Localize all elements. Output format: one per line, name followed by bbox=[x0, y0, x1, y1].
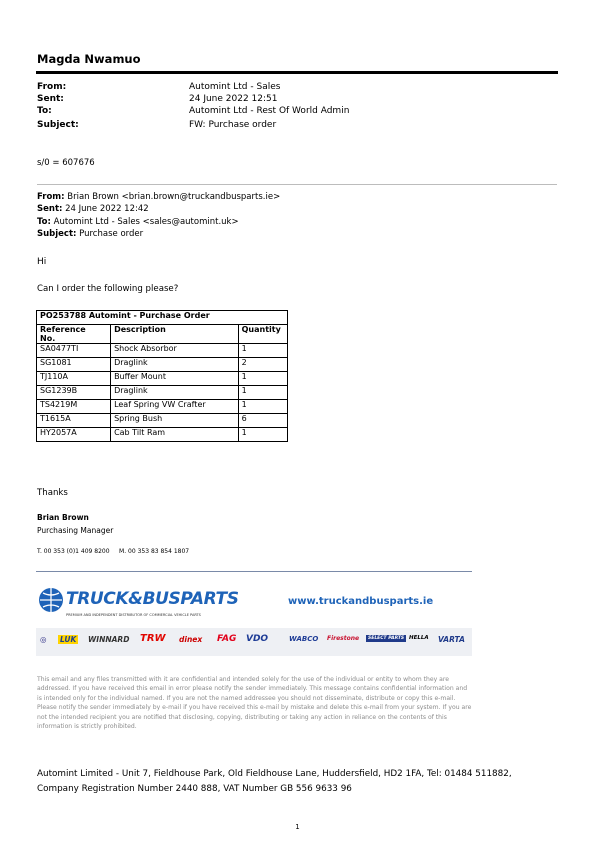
email-to-label: To: bbox=[37, 106, 52, 116]
email-sent-label: Sent: bbox=[37, 94, 64, 104]
po-cell-ref: T1615A bbox=[37, 414, 111, 428]
po-cell-qty: 1 bbox=[238, 400, 287, 414]
po-cell-ref: SG1239B bbox=[37, 386, 111, 400]
po-title-row bbox=[37, 311, 288, 325]
po-header-reference-line1: Reference bbox=[40, 325, 86, 334]
table-row bbox=[37, 372, 288, 386]
email-to-value: Automint Ltd - Rest Of World Admin bbox=[189, 106, 350, 116]
request-line: Can I order the following please? bbox=[37, 284, 179, 294]
partner-logo: VDO bbox=[246, 634, 269, 644]
brand-name: TRUCK&BUSPARTS bbox=[66, 589, 239, 609]
fwd-to-value: Automint Ltd - Sales <sales@automint.uk> bbox=[53, 217, 239, 227]
fwd-sent-label: Sent: bbox=[37, 204, 63, 214]
brand-tagline: PREMIUM AND INDEPENDENT DISTRIBUTOR OF COMMERCIAL VEHICLE PARTS bbox=[66, 613, 201, 617]
fwd-subject-label: Subject: bbox=[37, 229, 77, 239]
po-cell-ref: SA0477TI bbox=[37, 344, 111, 358]
partner-logo: ◎ bbox=[40, 635, 47, 644]
po-cell-qty: 2 bbox=[238, 358, 287, 372]
email-subject-value: FW: Purchase order bbox=[189, 120, 277, 130]
po-cell-desc: Cab Tilt Ram bbox=[111, 428, 239, 442]
brand-website: www.truckandbusparts.ie bbox=[288, 596, 434, 607]
po-cell-qty: 1 bbox=[238, 372, 287, 386]
po-header-quantity: Quantity bbox=[238, 325, 287, 344]
po-cell-desc: Spring Bush bbox=[111, 414, 239, 428]
thanks-line: Thanks bbox=[37, 488, 68, 498]
email-from-label: From: bbox=[37, 82, 67, 92]
po-cell-ref: HY2057A bbox=[37, 428, 111, 442]
partner-logos-strip bbox=[36, 628, 472, 656]
email-from-row bbox=[37, 82, 557, 94]
partner-logo: Firestone bbox=[327, 635, 360, 642]
footer-line-1: Automint Limited - Unit 7, Fieldhouse Park, Old Fieldhouse Lane, Huddersfield, HD2 1FA, Tel: 01484 511882, bbox=[37, 769, 512, 779]
signature-title: Purchasing Manager bbox=[37, 526, 114, 535]
footer-line-2: Company Registration Number 2440 888, VAT Number GB 556 9633 96 bbox=[37, 784, 352, 794]
fwd-sent-line bbox=[37, 204, 149, 214]
brand-logo bbox=[36, 580, 239, 620]
order-reference: s/0 = 607676 bbox=[37, 158, 95, 168]
po-header-description: Description bbox=[111, 325, 239, 344]
company-footer bbox=[37, 767, 557, 797]
partner-logo: LUK bbox=[60, 635, 77, 644]
fwd-to-line bbox=[37, 217, 239, 227]
email-sent-value: 24 June 2022 12:51 bbox=[189, 94, 278, 104]
sender-name: Magda Nwamuo bbox=[37, 52, 141, 66]
fwd-subject-value: Purchase order bbox=[79, 229, 144, 239]
partner-logo: dinex bbox=[179, 635, 203, 644]
partner-logo: VARTA bbox=[438, 635, 465, 644]
page-number: 1 bbox=[295, 823, 300, 831]
po-cell-ref: TS4219M bbox=[37, 400, 111, 414]
signature-phones: T. 00 353 (0)1 409 8200 M. 00 353 83 854 1807 bbox=[37, 548, 190, 555]
partner-logo: FAG bbox=[217, 634, 237, 644]
signature-name: Brian Brown bbox=[37, 513, 89, 522]
partner-logo: TRW bbox=[140, 633, 166, 644]
partner-logo: SELECT PARTS bbox=[368, 636, 405, 641]
po-cell-desc: Buffer Mount bbox=[111, 372, 239, 386]
table-row bbox=[37, 400, 288, 414]
table-row bbox=[37, 386, 288, 400]
partner-logo: WABCO bbox=[289, 635, 319, 643]
po-header-reference-line2: No. bbox=[40, 334, 56, 343]
email-from-value: Automint Ltd - Sales bbox=[189, 82, 281, 92]
po-cell-qty: 1 bbox=[238, 428, 287, 442]
globe-icon bbox=[36, 580, 66, 620]
table-row bbox=[37, 344, 288, 358]
po-title: PO253788 Automint - Purchase Order bbox=[37, 311, 288, 325]
fwd-sent-value: 24 June 2022 12:42 bbox=[65, 204, 149, 214]
po-cell-desc: Draglink bbox=[111, 386, 239, 400]
forward-divider bbox=[37, 184, 557, 185]
confidentiality-disclaimer: This email and any files transmitted with it are confidential and intended solely for the use of the individual or entity to whom they are addressed. If you have received this email in error please notify the sender immediately. This message contains confidential information and is intended only for the individual named. If you are not the named addressee you should not disseminate, distribute or copy this e-mail. Please notify the sender immediately by e-mail if you have received this e-mail by mistake and delete this e-mail from your system. If you are not the intended recipient you are notified that disclosing, copying, distributing or taking any action in reliance on the contents of this information is strictly prohibited. bbox=[37, 676, 472, 731]
email-sent-row bbox=[37, 94, 557, 106]
po-cell-desc: Leaf Spring VW Crafter bbox=[111, 400, 239, 414]
greeting: Hi bbox=[37, 257, 47, 267]
po-cell-qty: 1 bbox=[238, 386, 287, 400]
po-cell-ref: TJ110A bbox=[37, 372, 111, 386]
partner-logo: WINNARD bbox=[88, 635, 130, 644]
banner-top-rule bbox=[36, 571, 472, 572]
po-cell-ref: SG1081 bbox=[37, 358, 111, 372]
header-divider bbox=[36, 71, 558, 74]
fwd-subject-line bbox=[37, 229, 143, 239]
email-to-row bbox=[37, 106, 557, 118]
po-cell-desc: Shock Absorbor bbox=[111, 344, 239, 358]
fwd-from-line bbox=[37, 192, 280, 202]
fwd-to-label: To: bbox=[37, 217, 51, 227]
po-cell-qty: 6 bbox=[238, 414, 287, 428]
po-cell-desc: Draglink bbox=[111, 358, 239, 372]
purchase-order-table bbox=[36, 310, 288, 442]
po-header-row bbox=[37, 325, 288, 344]
email-subject-label: Subject: bbox=[37, 120, 79, 130]
email-subject-row bbox=[37, 120, 557, 132]
fwd-from-label: From: bbox=[37, 192, 65, 202]
partner-logo: HELLA bbox=[409, 635, 429, 641]
po-header-reference bbox=[37, 325, 111, 344]
company-banner bbox=[36, 574, 472, 658]
table-row bbox=[37, 414, 288, 428]
po-cell-qty: 1 bbox=[238, 344, 287, 358]
table-row bbox=[37, 358, 288, 372]
table-row bbox=[37, 428, 288, 442]
fwd-from-value: Brian Brown <brian.brown@truckandbusparts.ie> bbox=[67, 192, 281, 202]
